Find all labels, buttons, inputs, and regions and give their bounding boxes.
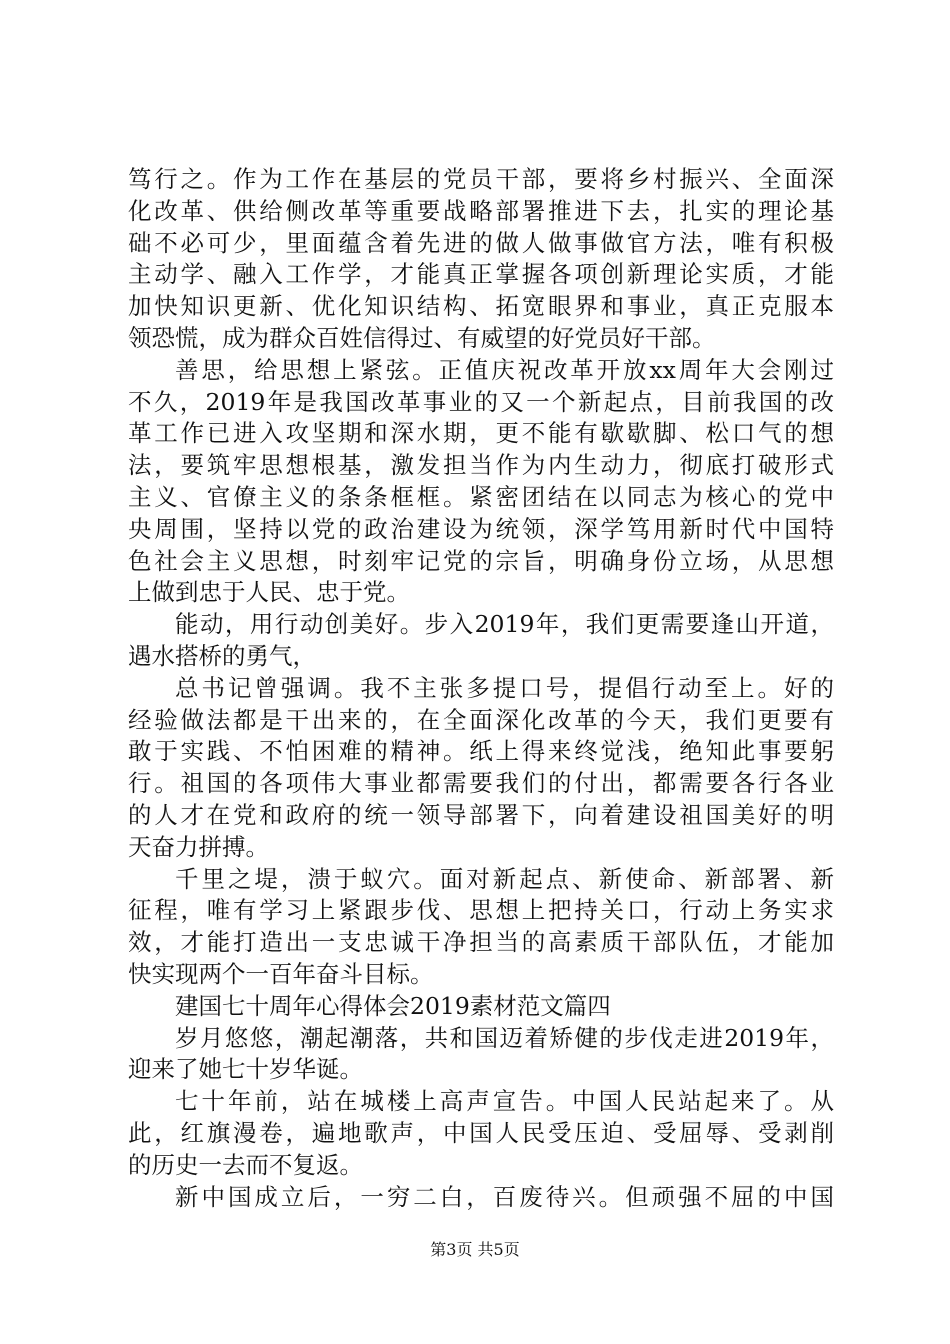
text-line: 岁月悠悠，潮起潮落，共和国迈着矫健的步伐走进2019年， — [175, 1023, 834, 1052]
text-line: 础不必可少，里面蕴含着先进的做人做事做官方法，唯有积极 — [128, 228, 834, 257]
text-line: 领恐慌，成为群众百姓信得过、有威望的好党员好干部。 — [128, 323, 716, 352]
paragraph — [128, 864, 834, 991]
text-line: 总书记曾强调。我不主张多提口号，提倡行动至上。好的 — [175, 673, 834, 702]
document-body — [128, 164, 834, 1213]
text-line: 法，要筑牢思想根基，激发担当作为内生动力，彻底打破形式 — [128, 451, 834, 480]
text-line: 建国七十周年心得体会2019素材范文篇四 — [175, 991, 611, 1020]
paragraph — [128, 991, 834, 1023]
text-line: 遇水搭桥的勇气， — [128, 641, 316, 670]
text-line: 敢于实践、不怕困难的精神。纸上得来终觉浅，绝知此事要躬 — [128, 737, 834, 766]
paragraph — [128, 673, 834, 864]
paragraph — [128, 1182, 834, 1214]
paragraph — [128, 355, 834, 609]
text-line: 笃行之。作为工作在基层的党员干部，要将乡村振兴、全面深 — [128, 165, 834, 193]
text-line: 效，才能打造出一支忠诚干净担当的高素质干部队伍，才能加 — [128, 928, 834, 957]
paragraph — [128, 609, 834, 673]
text-line: 加快知识更新、优化知识结构、拓宽眼界和事业，真正克服本 — [128, 292, 834, 321]
paragraph — [128, 164, 834, 355]
text-line: 化改革、供给侧改革等重要战略部署推进下去，扎实的理论基 — [128, 196, 834, 225]
text-line: 不久，2019年是我国改革事业的又一个新起点，目前我国的改 — [128, 387, 834, 416]
text-line: 天奋力拼搏。 — [128, 832, 269, 861]
text-line: 的人才在党和政府的统一领导部署下，向着建设祖国美好的明 — [128, 800, 834, 829]
text-line: 七十年前，站在城楼上高声宣告。中国人民站起来了。从 — [175, 1087, 834, 1116]
text-line: 善思，给思想上紧弦。正值庆祝改革开放xx周年大会刚过 — [175, 355, 834, 384]
page-footer: 第3页 共5页 — [430, 1240, 520, 1259]
text-line: 主动学、融入工作学，才能真正掌握各项创新理论实质，才能 — [128, 260, 834, 289]
text-line: 此，红旗漫卷，遍地歌声，中国人民受压迫、受屈辱、受剥削 — [128, 1118, 834, 1147]
text-line: 色社会主义思想，时刻牢记党的宗旨，明确身份立场，从思想 — [128, 546, 834, 575]
text-line: 能动，用行动创美好。步入2019年，我们更需要逢山开道， — [175, 610, 834, 639]
text-line: 快实现两个一百年奋斗目标。 — [128, 959, 434, 988]
paragraph — [128, 1086, 834, 1181]
text-line: 的历史一去而不复返。 — [128, 1150, 363, 1179]
text-line: 央周围，坚持以党的政治建设为统领，深学笃用新时代中国特 — [128, 514, 834, 543]
text-line: 主义、官僚主义的条条框框。紧密团结在以同志为核心的党中 — [128, 482, 834, 511]
text-line: 千里之堤，溃于蚁穴。面对新起点、新使命、新部署、新 — [175, 864, 834, 893]
text-line: 行。祖国的各项伟大事业都需要我们的付出，都需要各行各业 — [128, 769, 834, 798]
paragraph — [128, 1023, 834, 1087]
text-line: 经验做法都是干出来的，在全面深化改革的今天，我们更要有 — [128, 705, 834, 734]
text-line: 革工作已进入攻坚期和深水期，更不能有歇歇脚、松口气的想 — [128, 419, 834, 448]
text-line: 新中国成立后，一穷二白，百废待兴。但顽强不屈的中国 — [175, 1182, 834, 1211]
text-line: 上做到忠于人民、忠于党。 — [128, 578, 410, 607]
text-line: 迎来了她七十岁华诞。 — [128, 1055, 363, 1084]
text-line: 征程，唯有学习上紧跟步伐、思想上把持关口，行动上务实求 — [128, 896, 834, 925]
